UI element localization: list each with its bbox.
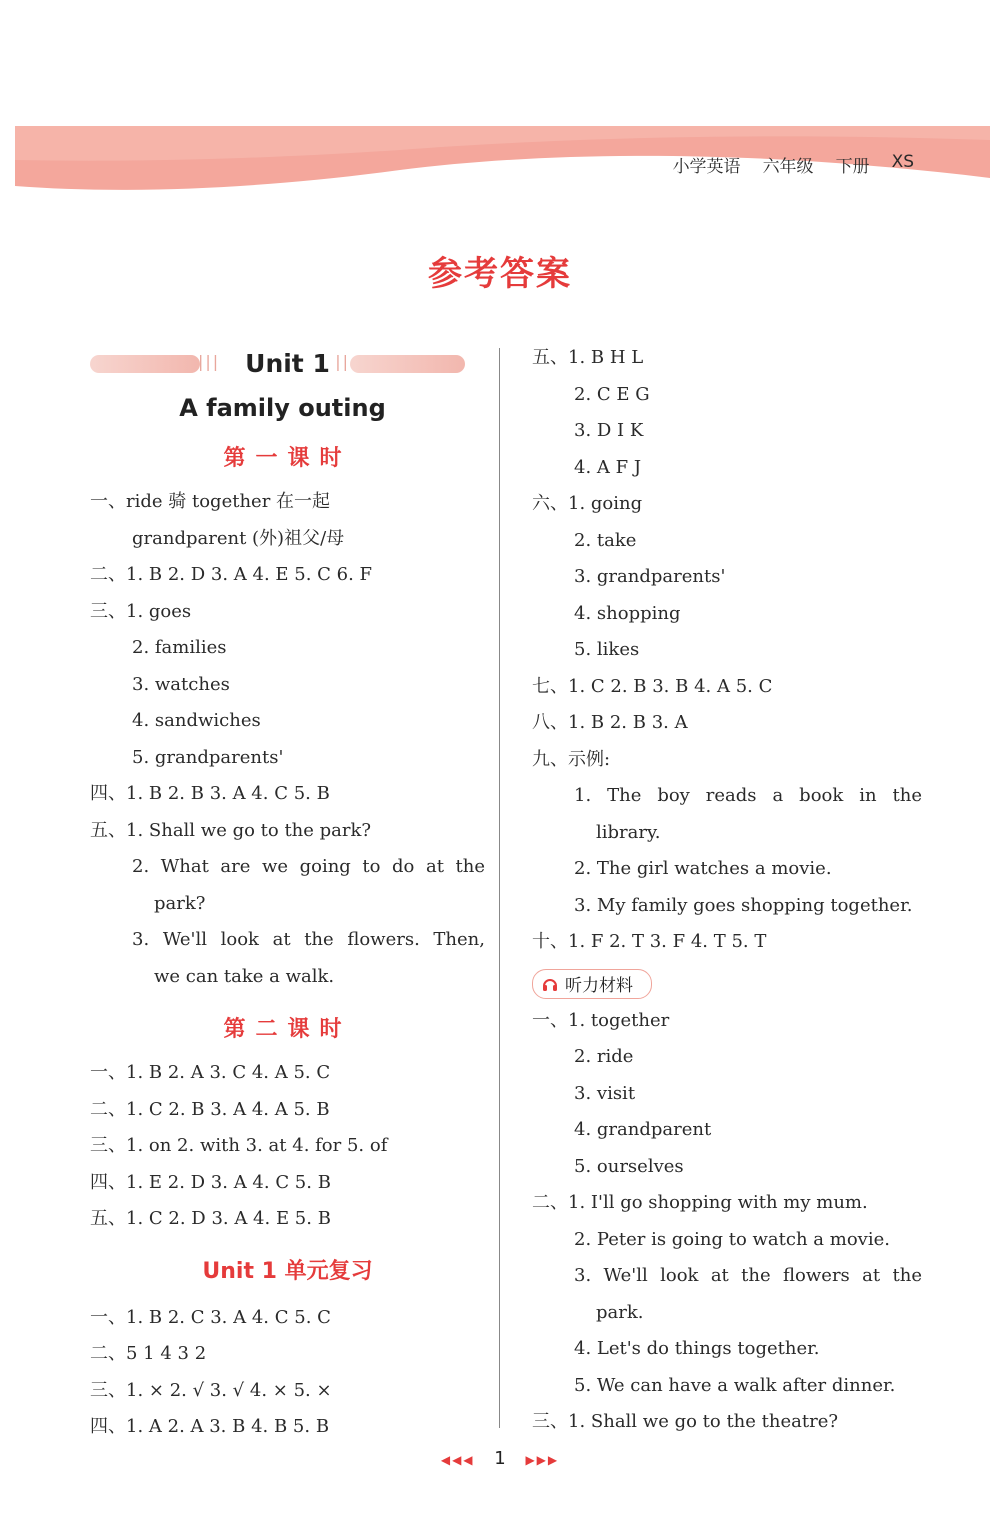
page-footer — [0, 1448, 1000, 1469]
header-info — [673, 152, 914, 177]
answer-line: 八、1. B 2. B 3. A — [532, 712, 688, 733]
unit-bar-left — [90, 355, 200, 373]
review-title: Unit 1 单元复习 — [202, 1258, 373, 1284]
answer-line: 四、1. B 2. B 3. A 4. C 5. B — [90, 783, 330, 804]
answer-line: 2. take — [574, 529, 637, 551]
column-divider — [499, 348, 500, 1428]
answer-line: 二、1. B 2. D 3. A 4. E 5. C 6. F — [90, 564, 373, 585]
answer-line: 5. likes — [574, 639, 640, 660]
answer-line: 3. My family goes shopping together. — [574, 894, 913, 916]
answer-line: 一、1. B 2. C 3. A 4. C 5. C — [90, 1306, 331, 1328]
left-column — [90, 340, 485, 1446]
answer-line: 二、1. I'll go shopping with my mum. — [532, 1192, 868, 1213]
answer-line: grandparent (外)祖父/母 — [132, 527, 345, 549]
review-answers-continued — [532, 340, 922, 961]
answer-line: 2. families — [132, 637, 227, 658]
answer-line: 5. ourselves — [574, 1155, 684, 1177]
unit-label: Unit 1 — [245, 349, 330, 378]
answer-line: 3. visit — [574, 1082, 636, 1104]
answer-line: 2. What are we going to do at the — [132, 856, 485, 877]
answer-line: park? — [154, 892, 206, 914]
answer-line: 三、1. goes — [90, 600, 192, 622]
prev-arrows-icon: ◀◀◀ — [440, 1453, 475, 1467]
answer-line: 4. grandparent — [574, 1119, 712, 1140]
answer-line: 3. D I K — [574, 420, 644, 441]
answer-line: 四、1. A 2. A 3. B 4. B 5. B — [90, 1416, 330, 1437]
answer-line: library. — [596, 821, 661, 843]
answer-line: 2. C E G — [574, 383, 650, 405]
answer-line: we can take a walk. — [154, 965, 335, 987]
listening-answers — [532, 1003, 922, 1441]
right-column — [532, 340, 922, 1441]
lesson-1-title: 第一课时 — [223, 446, 352, 471]
next-arrows-icon: ▶▶▶ — [525, 1453, 560, 1467]
answer-line: 九、示例: — [532, 748, 611, 770]
answer-line: 4. sandwiches — [132, 710, 261, 731]
answer-line: 一、ride 骑 together 在一起 — [90, 491, 331, 512]
answer-line: 5. We can have a walk after dinner. — [574, 1374, 896, 1396]
answer-line: 五、1. C 2. D 3. A 4. E 5. B — [90, 1208, 331, 1229]
answer-line: 五、1. B H L — [532, 347, 644, 368]
header-subject: 小学英语 — [672, 157, 741, 177]
header-edition: XS — [891, 152, 914, 172]
answer-line: 4. Let's do things together. — [574, 1338, 820, 1359]
answer-line: park. — [596, 1301, 644, 1323]
answer-line: 5. grandparents' — [132, 746, 284, 768]
unit-heading — [90, 340, 485, 388]
answer-line: 七、1. C 2. B 3. B 4. A 5. C — [532, 675, 773, 697]
answer-line: 2. ride — [574, 1046, 634, 1067]
unit-subtitle: A family outing — [179, 394, 386, 422]
header-volume: 下册 — [835, 157, 870, 177]
unit-ticks-left: ||| — [198, 352, 221, 371]
answer-line: 4. shopping — [574, 602, 681, 624]
answer-line: 3. We'll look at the flowers at the — [574, 1265, 922, 1286]
listening-tag — [532, 969, 652, 999]
page-number: 1 — [494, 1448, 506, 1469]
answer-line: 二、5 1 4 3 2 — [90, 1343, 207, 1364]
answer-line: 三、1. × 2. √ 3. √ 4. × 5. × — [90, 1379, 332, 1401]
answer-line: 3. watches — [132, 673, 230, 695]
header-grade: 六年级 — [762, 157, 814, 177]
answer-line: 三、1. on 2. with 3. at 4. for 5. of — [90, 1135, 388, 1156]
answer-line: 四、1. E 2. D 3. A 4. C 5. B — [90, 1171, 331, 1193]
lesson-1-answers — [90, 484, 485, 995]
listening-tag-label: 听力材料 — [565, 976, 633, 996]
answer-line: 3. We'll look at the flowers. Then, — [132, 929, 485, 950]
page-title: 参考答案 — [428, 254, 572, 294]
answer-line: 三、1. Shall we go to the theatre? — [532, 1411, 838, 1432]
answer-line: 十、1. F 2. T 3. F 4. T 5. T — [532, 931, 767, 952]
answer-line: 3. grandparents' — [574, 566, 726, 587]
answer-line: 一、1. together — [532, 1009, 670, 1031]
lesson-2-title: 第二课时 — [223, 1017, 352, 1042]
answer-line: 五、1. Shall we go to the park? — [90, 819, 372, 841]
headphones-icon — [541, 975, 559, 993]
answer-line: 2. The girl watches a movie. — [574, 858, 832, 879]
unit-bar-right — [350, 355, 465, 373]
unit-ticks-right: || — [335, 352, 350, 371]
answer-line: 1. The boy reads a book in the — [574, 785, 922, 806]
answer-line: 4. A F J — [574, 456, 642, 478]
answer-line: 六、1. going — [532, 493, 643, 514]
answer-line: 一、1. B 2. A 3. C 4. A 5. C — [90, 1062, 331, 1083]
lesson-2-answers — [90, 1055, 485, 1238]
review-answers — [90, 1300, 485, 1446]
answer-line: 2. Peter is going to watch a movie. — [574, 1228, 890, 1250]
answer-line: 二、1. C 2. B 3. A 4. A 5. B — [90, 1098, 330, 1120]
